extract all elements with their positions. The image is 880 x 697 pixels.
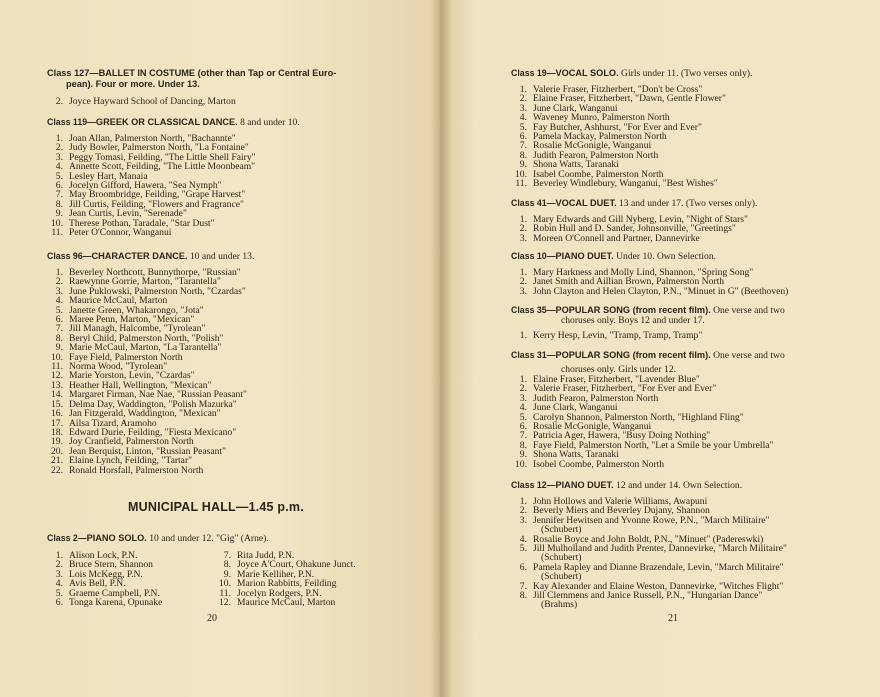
entry-number: 5. bbox=[55, 304, 63, 316]
entry-text: Pamela Mackay, Palmerston North bbox=[533, 131, 667, 143]
entry-text: Jill Clemmens and Janice Russell, P.N., "Hungarian Dance" bbox=[533, 590, 763, 602]
entry-text: Faye Field, Palmerston North bbox=[69, 351, 183, 363]
entry-number: 1. bbox=[55, 133, 63, 144]
list-item bbox=[47, 598, 162, 607]
entry-text: Kerry Hesp, Levin, "Tramp, Tramp, Tramp" bbox=[533, 330, 703, 341]
entry-text: Joy Cranfield, Palmerston North bbox=[69, 436, 194, 448]
entry-number: 1. bbox=[55, 267, 63, 278]
entry-number: 4. bbox=[519, 533, 527, 545]
entry-text: Ailsa Tizard, Aramoho bbox=[69, 417, 157, 429]
entry-text: Marie Yorston, Levin, "Czardas" bbox=[69, 370, 195, 382]
entry-number: 7. bbox=[519, 140, 527, 152]
entry-text: Maurice McCaul, Marton bbox=[237, 597, 336, 609]
entry-number: 4. bbox=[519, 112, 527, 124]
entry-text: Heather Hall, Wellington, "Mexican" bbox=[69, 379, 212, 391]
entry-text: Faye Field, Palmerston North, "Let a Smile be your Umbrella" bbox=[533, 439, 774, 451]
entry-number: 1. bbox=[519, 84, 527, 95]
entry-text: Moreen O'Connell and Partner, Dannevirke bbox=[533, 232, 700, 244]
class-12-section bbox=[511, 480, 787, 610]
class-119-list bbox=[47, 134, 300, 237]
class-12-list bbox=[511, 497, 787, 610]
entry-number: 7. bbox=[223, 550, 231, 561]
class-12-heading: Class 12—PIANO DUET. 12 and under 14. Own Selection. bbox=[511, 480, 743, 491]
list-item bbox=[47, 466, 254, 475]
entry-number: 15. bbox=[51, 398, 63, 410]
entry-text: Pamela Rapley and Dianne Brazendale, Levin, "March Militaire" bbox=[533, 561, 784, 573]
class-2-heading: Class 2—PIANO SOLO. 10 and under 12. "Gig" (Arne). bbox=[47, 533, 269, 544]
entry-text: Peter O'Connor, Wanganui bbox=[69, 227, 172, 239]
entry-text: Valerie Fraser, Fitzherbert, "For Ever and Ever" bbox=[533, 383, 717, 395]
entry-number: 5. bbox=[519, 543, 527, 555]
entry-number: 3. bbox=[519, 392, 527, 404]
class-35-heading: Class 35—POPULAR SONG (from recent film). One verse and two bbox=[511, 305, 785, 316]
class-19-section bbox=[511, 68, 752, 188]
class-10-section bbox=[511, 251, 788, 296]
entry-number: 1. bbox=[55, 550, 63, 561]
entry-text: Therese Pothan, Taradale, "Star Dust" bbox=[69, 217, 215, 229]
entry-text: Margaret Firman, Nae Nae, "Russian Peasant" bbox=[69, 389, 247, 401]
entry-text: Janette Green, Whakarongo, "Jota" bbox=[69, 304, 204, 316]
list-item bbox=[511, 331, 785, 340]
entry-text: Tonga Karena, Opunake bbox=[69, 597, 163, 609]
entry-number: 6. bbox=[55, 597, 63, 609]
class-96-list bbox=[47, 268, 254, 475]
entry-number: 2. bbox=[519, 276, 527, 288]
entry-number: 11. bbox=[51, 361, 63, 373]
entry-number: 9. bbox=[519, 449, 527, 461]
entry-number: 4. bbox=[519, 402, 527, 414]
entry-text: Joan Allan, Palmerston North, "Bachannte" bbox=[69, 133, 236, 144]
entry-number: 3. bbox=[55, 285, 63, 297]
entry-number: 5. bbox=[55, 587, 63, 599]
entry-number: 6. bbox=[519, 561, 527, 573]
entry-number: 14. bbox=[51, 389, 63, 401]
entry-text: Jennifer Hewitsen and Yvonne Rowe, P.N., "March Militaire" bbox=[533, 514, 770, 526]
entry-number: 21. bbox=[51, 455, 63, 467]
entry-text: June Puklowski, Palmerston North, "Czardas" bbox=[69, 285, 246, 297]
entry-text: Maree Penn, Marton, "Mexican" bbox=[69, 314, 195, 326]
entry-text: Beverly Miers and Beverley Dujany, Shannon bbox=[533, 505, 710, 517]
entry-number: 3. bbox=[519, 102, 527, 114]
class-119-heading: Class 119—GREEK OR CLASSICAL DANCE. 8 and under 10. bbox=[47, 117, 300, 128]
entry-text: Fay Butcher, Ashhurst, "For Ever and Ever" bbox=[533, 121, 702, 133]
entry-number: 4. bbox=[55, 578, 63, 590]
entry-number: 17. bbox=[51, 417, 63, 429]
entry-number: 3. bbox=[519, 232, 527, 244]
class-96-heading: Class 96—CHARACTER DANCE. 10 and under 13. bbox=[47, 251, 255, 262]
list-item bbox=[511, 563, 787, 582]
entry-text: Raewynne Gorrie, Marton, "Tarantella" bbox=[69, 276, 221, 288]
entry-text: Beryl Child, Palmerston North, "Polish" bbox=[69, 332, 224, 344]
entry-number: 10. bbox=[515, 168, 527, 180]
class-19-list bbox=[511, 85, 752, 188]
entry-text: Joyce A'Court, Ohakune Junct. bbox=[237, 559, 356, 571]
entry-text: Elaine Lynch, Feilding, "Tartar" bbox=[69, 455, 193, 467]
entry-number: 11. bbox=[219, 587, 231, 599]
list-item bbox=[511, 591, 787, 610]
entry-text: Janet Smith and Aillian Brown, Palmerston North bbox=[533, 276, 725, 288]
class-31-subheading: choruses only. Girls under 12. bbox=[561, 364, 677, 375]
list-item bbox=[511, 516, 787, 535]
entry-text: Jocelyn Gifford, Hawera, "Sea Nymph" bbox=[69, 180, 222, 192]
entry-text: June Clark, Wanganui bbox=[533, 102, 618, 114]
class-10-heading: Class 10—PIANO DUET. Under 10. Own Selection. bbox=[511, 251, 717, 262]
entry-text: Edward Durie, Feilding, "Fiesta Mexicano" bbox=[69, 426, 237, 438]
class-10-list bbox=[511, 268, 788, 296]
entry-number: 8. bbox=[55, 198, 63, 210]
class-127-heading: Class 127—BALLET IN COSTUME (other than Tap or Central Euro- bbox=[47, 68, 337, 78]
class-2-section bbox=[47, 533, 407, 611]
class-2-list-column-1 bbox=[47, 551, 162, 607]
entry-number: 6. bbox=[55, 314, 63, 326]
entry-number: 2. bbox=[519, 93, 527, 105]
entry-text: Jill Managh, Halcombe, "Tyrolean" bbox=[69, 323, 206, 335]
entry-number: 5. bbox=[519, 121, 527, 133]
venue-heading: MUNICIPAL HALL—1.45 p.m. bbox=[128, 500, 304, 514]
entry-text: Jean Berquist, Linton, "Russian Peasant" bbox=[69, 445, 227, 457]
entry-number: 7. bbox=[55, 323, 63, 335]
page-number-left: 20 bbox=[207, 613, 217, 624]
entry-number: 9. bbox=[55, 342, 63, 354]
page-number-right: 21 bbox=[668, 613, 678, 624]
entry-text: Lois McKegg, P.N. bbox=[69, 568, 143, 580]
entry-number: 3. bbox=[519, 285, 527, 297]
entry-text: Alison Lock, P.N. bbox=[69, 550, 138, 561]
entry-number: 5. bbox=[55, 170, 63, 182]
class-31-heading: Class 31—POPULAR SONG (from recent film). One verse and two bbox=[511, 350, 785, 361]
entry-text: Joyce Hayward School of Dancing, Marton bbox=[69, 96, 236, 107]
entry-text: Isabel Coombe, Palmerston North bbox=[533, 168, 664, 180]
entry-text: June Clark, Wanganui bbox=[533, 402, 618, 414]
entry-number: 1. bbox=[519, 214, 527, 225]
entry-number: 8. bbox=[55, 332, 63, 344]
entry-number: 1. bbox=[519, 267, 527, 278]
entry-text: Marie McCaul, Marton, "La Tarantella" bbox=[69, 342, 222, 354]
class-41-list bbox=[511, 215, 757, 243]
entry-number: 6. bbox=[519, 131, 527, 143]
entry-number: 2. bbox=[519, 383, 527, 395]
entry-text: John Hollows and Valerie Williams, Awapuni bbox=[533, 496, 708, 507]
list-item bbox=[215, 598, 356, 607]
entry-number: 3. bbox=[519, 514, 527, 526]
entry-number: 4. bbox=[55, 295, 63, 307]
entry-number: 7. bbox=[519, 580, 527, 592]
entry-text: Elaine Fraser, Fitzherbert, "Lavender Blue" bbox=[533, 374, 700, 385]
list-item bbox=[511, 234, 757, 243]
entry-continuation: (Brahms) bbox=[541, 599, 578, 611]
entry-text: Rosalie McGonigle, Wanganui bbox=[533, 140, 652, 152]
class-19-heading: Class 19—VOCAL SOLO. Girls under 11. (Two verses only). bbox=[511, 68, 753, 79]
entry-text: Judith Fearon, Palmerston North bbox=[533, 392, 659, 404]
entry-text: Marie Kelliher, P.N. bbox=[237, 568, 315, 580]
list-item bbox=[47, 97, 336, 106]
entry-number: 11. bbox=[51, 227, 63, 239]
entry-text: Bruce Stern, Shannon bbox=[69, 559, 153, 571]
class-35-subheading: choruses only. Boys 12 and under 17. bbox=[561, 315, 705, 326]
entry-number: 7. bbox=[519, 430, 527, 442]
entry-number: 1. bbox=[519, 330, 527, 341]
entry-text: Rita Judd, P.N. bbox=[237, 550, 295, 561]
right-page bbox=[440, 0, 880, 697]
class-96-section bbox=[47, 251, 254, 475]
entry-number: 9. bbox=[55, 208, 63, 220]
entry-text: Judith Fearon, Palmerston North bbox=[533, 149, 659, 161]
entry-number: 7. bbox=[55, 189, 63, 201]
class-41-heading: Class 41—VOCAL DUET. 13 and under 17. (Two verses only). bbox=[511, 198, 758, 209]
entry-number: 2. bbox=[519, 223, 527, 235]
entry-number: 10. bbox=[51, 351, 63, 363]
entry-text: Beverley Northcott, Bunnythorpe, "Russian" bbox=[69, 267, 241, 278]
entry-text: Isobel Coombe, Palmerston North bbox=[533, 458, 665, 470]
entry-number: 10. bbox=[51, 217, 63, 229]
entry-number: 2. bbox=[519, 505, 527, 517]
entry-number: 8. bbox=[223, 559, 231, 571]
class-41-section bbox=[511, 198, 757, 243]
entry-text: Jocelyn Rodgers, P.N. bbox=[237, 587, 322, 599]
entry-number: 20. bbox=[51, 445, 63, 457]
entry-number: 1. bbox=[519, 374, 527, 385]
entry-number: 4. bbox=[55, 161, 63, 173]
entry-number: 5. bbox=[519, 411, 527, 423]
entry-text: Carolyn Shannon, Palmerston North, "Highland Fling" bbox=[533, 411, 744, 423]
entry-text: Kay Alexander and Elaine Weston, Dannevirke, "Witches Flight" bbox=[533, 580, 784, 592]
entry-continuation: (Schubert) bbox=[541, 571, 582, 583]
class-127-list bbox=[47, 97, 336, 106]
entry-text: May Broombridge, Feilding, "Grape Harvest" bbox=[69, 189, 246, 201]
entry-text: Shona Watts, Taranaki bbox=[533, 159, 619, 171]
entry-number: 2. bbox=[55, 142, 63, 154]
entry-number: 1. bbox=[519, 496, 527, 507]
list-item bbox=[511, 179, 752, 188]
class-2-list-column-2 bbox=[215, 551, 356, 607]
entry-number: 2. bbox=[55, 559, 63, 571]
entry-number: 3. bbox=[55, 151, 63, 163]
list-item bbox=[511, 544, 787, 563]
class-31-list bbox=[511, 375, 785, 469]
list-item bbox=[47, 228, 300, 237]
entry-text: Beverley Windlebury, Wanganui, "Best Wishes" bbox=[533, 178, 718, 190]
entry-text: Peggy Tomasi, Feilding, "The Little Shell Fairy" bbox=[69, 151, 256, 163]
class-31-section bbox=[511, 350, 785, 469]
class-35-list bbox=[511, 331, 785, 340]
entry-number: 10. bbox=[219, 578, 231, 590]
entry-number: 2. bbox=[55, 276, 63, 288]
entry-text: Mary Harkness and Molly Lind, Shannon, "Spring Song" bbox=[533, 267, 754, 278]
entry-text: Mary Edwards and Gill Nyberg, Levin, "Night of Stars" bbox=[533, 214, 748, 225]
entry-number: 16. bbox=[51, 408, 63, 420]
list-item bbox=[511, 460, 785, 469]
entry-number: 9. bbox=[223, 568, 231, 580]
entry-number: 2. bbox=[55, 96, 63, 107]
entry-number: 3. bbox=[55, 568, 63, 580]
entry-number: 6. bbox=[519, 421, 527, 433]
class-119-section bbox=[47, 117, 300, 237]
class-127-subheading: pean). Four or more. Under 13. bbox=[66, 79, 200, 89]
entry-number: 12. bbox=[51, 370, 63, 382]
entry-text: Lesley Hart, Manaia bbox=[69, 170, 148, 182]
entry-text: Graeme Campbell, P.N. bbox=[69, 587, 160, 599]
entry-text: Patricia Ager, Hawera, "Busy Doing Nothing" bbox=[533, 430, 711, 442]
entry-number: 6. bbox=[55, 180, 63, 192]
class-35-section bbox=[511, 305, 785, 340]
entry-text: Jill Mulholland and Judith Prenter, Dannevirke, "March Militaire" bbox=[533, 543, 787, 555]
entry-text: Jill Curtis, Feilding, "Flowers and Fragrance" bbox=[69, 198, 244, 210]
entry-number: 10. bbox=[515, 458, 527, 470]
entry-number: 11. bbox=[515, 178, 527, 190]
entry-text: Elaine Fraser, Fitzherbert, "Dawn, Gentle Flower" bbox=[533, 93, 726, 105]
entry-text: Rosalie Boyce and John Boldt, P.N., "Minuet" (Padereswki) bbox=[533, 533, 764, 545]
entry-text: Shona Watts, Taranaki bbox=[533, 449, 619, 461]
entry-number: 22. bbox=[51, 464, 63, 476]
entry-number: 18. bbox=[51, 426, 63, 438]
entry-number: 8. bbox=[519, 439, 527, 451]
entry-text: Norma Wood, "Tyrolean" bbox=[69, 361, 168, 373]
class-127-section bbox=[47, 68, 336, 106]
entry-text: Robin Hull and D. Sander, Johnsonville, "Greetings" bbox=[533, 223, 736, 235]
entry-number: 8. bbox=[519, 590, 527, 602]
entry-number: 19. bbox=[51, 436, 63, 448]
entry-continuation: (Schubert) bbox=[541, 552, 582, 564]
entry-text: Annette Scott, Feilding, "The Little Moonbeam" bbox=[69, 161, 256, 173]
entry-text: Jean Curtis, Levin, "Serenade" bbox=[69, 208, 187, 220]
entry-number: 12. bbox=[219, 597, 231, 609]
entry-text: Judy Bowler, Palmerston North, "La Fontaine" bbox=[69, 142, 249, 154]
entry-text: John Clayton and Helen Clayton, P.N., "Minuet in G" (Beethoven) bbox=[533, 285, 789, 297]
entry-text: Maurice McCaul, Marton bbox=[69, 295, 168, 307]
entry-text: Valerie Fraser, Fitzherbert, "Don't be Cross" bbox=[533, 84, 703, 95]
entry-number: 8. bbox=[519, 149, 527, 161]
entry-text: Delma Day, Waddington, "Polish Mazurka" bbox=[69, 398, 237, 410]
entry-text: Marion Rabbitts, Feilding bbox=[237, 578, 337, 590]
entry-continuation: (Schubert) bbox=[541, 524, 582, 536]
book-gutter bbox=[430, 0, 452, 697]
entry-text: Ronald Horsfall, Palmerston North bbox=[69, 464, 204, 476]
entry-text: Avis Bell, P.N. bbox=[69, 578, 126, 590]
entry-text: Waveney Munro, Palmerston North bbox=[533, 112, 670, 124]
entry-number: 13. bbox=[51, 379, 63, 391]
entry-text: Rosalie McGonigle, Wanganui bbox=[533, 421, 652, 433]
entry-number: 9. bbox=[519, 159, 527, 171]
entry-text: Jan Fitzgerald, Waddington, "Mexican" bbox=[69, 408, 221, 420]
list-item bbox=[511, 287, 788, 296]
